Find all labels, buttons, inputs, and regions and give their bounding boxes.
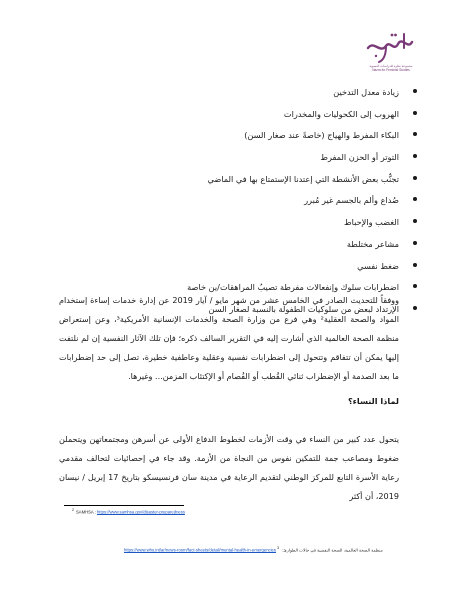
bullet-item bbox=[59, 238, 399, 260]
bullet-text: الغضب والإحباط bbox=[344, 217, 399, 228]
footnote-label: منظمة الصحة العالمية، الصحة النفسية في حالات الطوارئ: bbox=[281, 547, 383, 553]
logo-subtitle-ar: مجموعة نظرة للدراسات النسوية bbox=[369, 64, 413, 68]
bullet-item bbox=[59, 151, 399, 173]
bullet-item bbox=[59, 216, 399, 238]
footnote-label: SAMHSA : bbox=[76, 509, 97, 515]
footnote-number: 2 bbox=[72, 508, 74, 512]
footnote-divider bbox=[64, 505, 184, 506]
bullet-item bbox=[59, 108, 399, 130]
bullet-text: التوتر أو الحزن المفرط bbox=[320, 152, 399, 163]
footnote-3 bbox=[124, 546, 383, 552]
bullet-text: الهروب إلى الكحوليات والمخدرات bbox=[283, 108, 399, 119]
bullet-item bbox=[59, 194, 399, 216]
bullet-icon bbox=[413, 154, 417, 158]
bullet-text: ضغط نفسي bbox=[357, 260, 399, 271]
bullet-icon bbox=[413, 284, 417, 288]
bullet-icon bbox=[413, 219, 417, 223]
symptoms-bullet-list bbox=[59, 86, 399, 325]
bullet-icon bbox=[413, 263, 417, 267]
bullet-item bbox=[59, 129, 399, 151]
bullet-text: مشاعر مختلطة bbox=[346, 238, 399, 249]
bullet-text: زيادة معدل التدخين bbox=[333, 87, 399, 97]
bullet-text: تجنُّب بعض الأنشطة التي إعتدنا الإستمتاع بها في الماضي bbox=[207, 173, 399, 184]
section-heading-why-women: لماذا النساء؟ bbox=[347, 396, 399, 406]
footnote-link-samhsa[interactable]: https://www.samhsa.gov/disaster-preparedness bbox=[96, 509, 185, 515]
bullet-text: صُداع وألم بالجسم غير مُبرر bbox=[304, 195, 399, 206]
nazra-logo bbox=[356, 30, 426, 78]
logo-subtitle-en: Nazra for Feminist Studies bbox=[372, 68, 410, 72]
bullet-item bbox=[59, 86, 399, 108]
bullet-text: البكاء المفرط والهياج (خاصةً عند صغار السن) bbox=[244, 130, 399, 141]
body-paragraph-women: يتحول عدد كبير من النساء في وقت الأزمات لخطوط الدفاع الأولى عن أسرهن ومجتمعاتهن ويتحملن ضغوط ومصاعب جمة للتمكين نفوس من النجاة من الأزمة. وقد جاء في إحصائيات لتحالف مقدمي رعاية الأسرة التابع للمركز الوطني لتقديم الرعاية في مدينة سان فرنسيسكو بتاريخ 17 إبريل / نيسان 2019، أن أكثر bbox=[59, 434, 399, 501]
bullet-icon bbox=[413, 111, 417, 115]
body-paragraph-samhsa: ووفقاً للتحديث الصادر في الخامس عشر من شهر مايو / آيار 2019 عن إدارة خدمات إساءة إستخدام المواد والصحة العقلية² وهي فرع من وزارة الصحة والخدمات الإنسانية الأمريكية³، وعن إستعراض منظمة الصحة العالمية الذي أشارت إليه في التقرير السالف ذكره؛ فإن تلك الآثار النفسية إن لم نلتفت إليها يمكن أن تتفاقم وتتحول إلى اضطرابات نفسية وعقلية وعاطفية خطيرة، تصل إلى حد إضطرابات ما بعد الصدمة أو الإضطراب ثنائي القُطب أو الفُصام أو الإكتئاب المزمن... وغيرها. bbox=[59, 295, 399, 381]
nazra-logo-mark bbox=[364, 30, 416, 64]
footnote-number: 3 bbox=[277, 546, 280, 550]
bullet-icon bbox=[413, 241, 417, 245]
bullet-icon bbox=[413, 132, 417, 136]
footnote-link-who[interactable]: https://www.who.int/ar/news-room/fact-sheets/detail/mental-health-in-emergencies bbox=[124, 547, 276, 553]
bullet-icon bbox=[413, 197, 417, 201]
logo-subtitle bbox=[360, 64, 422, 72]
footnote-2 bbox=[72, 508, 185, 514]
bullet-icon bbox=[413, 176, 417, 180]
bullet-text: الإرتداد لبعض من سلوكيات الطفولة بالنسبة لصغار السن bbox=[208, 303, 399, 314]
bullet-item bbox=[59, 173, 399, 195]
bullet-item bbox=[59, 260, 399, 282]
bullet-icon bbox=[413, 306, 417, 310]
bullet-icon bbox=[413, 89, 417, 93]
bullet-text: اضطرابات سلوك وإنفعالات مفرطة تصيبُ المراهقات/ين خاصة bbox=[187, 282, 399, 293]
